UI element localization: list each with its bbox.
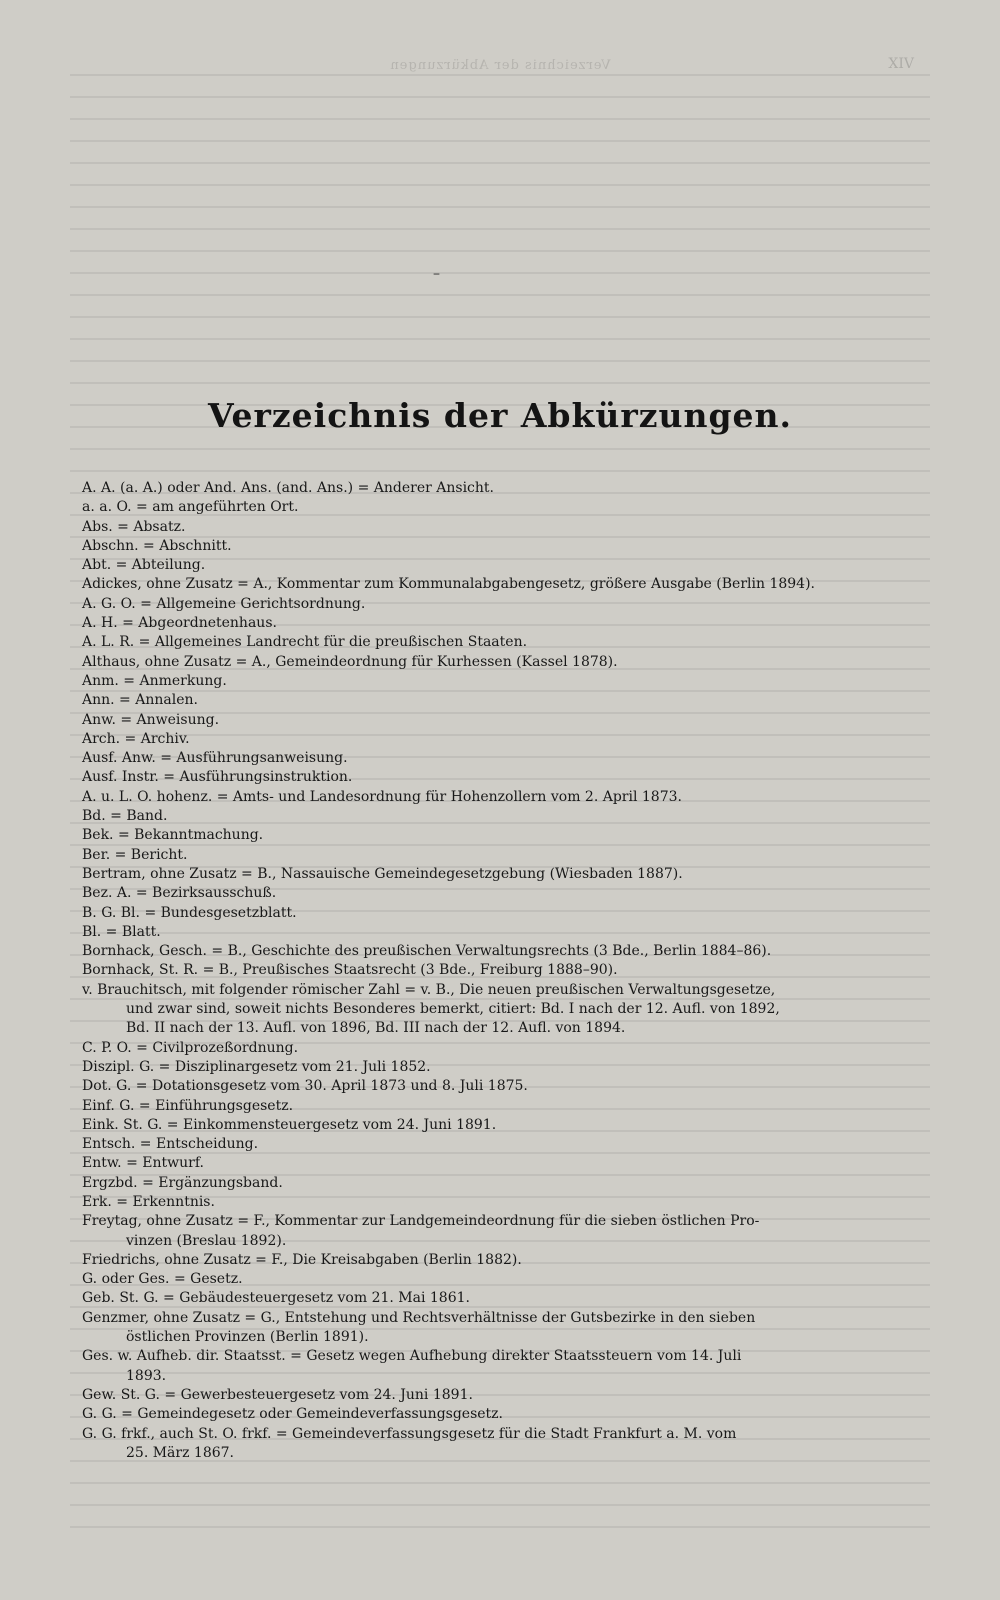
entry-text: Bornhack, St. R. = B., Preußisches Staatsrecht (3 Bde., Freiburg 1888–90). [82, 962, 618, 979]
abbreviation-entry [82, 961, 928, 980]
entry-text: Einf. G. = Einführungsgesetz. [82, 1097, 294, 1114]
abbreviation-entry [82, 788, 928, 807]
entry-text: G. oder Ges. = Gesetz. [82, 1271, 243, 1288]
abbreviation-entry [82, 1116, 928, 1135]
entry-text: Freytag, ohne Zusatz = F., Kommentar zur Landgemeindeordnung für die sieben östlichen Pro- [82, 1213, 760, 1230]
entry-text: Ges. w. Aufheb. dir. Staatsst. = Gesetz wegen Aufhebung direkter Staatssteuern vom 14. Juli [82, 1348, 742, 1365]
entry-text: Ber. = Bericht. [82, 846, 188, 863]
entry-text: A. u. L. O. hohenz. = Amts- und Landesordnung für Hohenzollern vom 2. April 1873. [82, 788, 682, 805]
entry-text: Ann. = Annalen. [82, 692, 198, 709]
abbreviation-entry [82, 1058, 928, 1077]
entry-text: C. P. O. = Civilprozeßordnung. [82, 1039, 299, 1056]
abbreviation-entry [82, 1405, 928, 1424]
entry-continuation: 1893. [126, 1367, 167, 1384]
abbreviation-entry [82, 1193, 928, 1212]
entry-text: Anw. = Anweisung. [82, 711, 220, 728]
entry-continuation: vinzen (Breslau 1892). [126, 1232, 287, 1249]
abbreviation-entry [82, 633, 928, 652]
entry-text: Abschn. = Abschnitt. [82, 537, 232, 554]
entry-text: Entw. = Entwurf. [82, 1155, 204, 1172]
entry-text: A. L. R. = Allgemeines Landrecht für die preußischen Staaten. [82, 634, 528, 651]
abbreviation-entry [82, 614, 928, 633]
abbreviation-entry [82, 1154, 928, 1173]
entry-text: Bek. = Bekanntmachung. [82, 827, 264, 844]
abbreviation-entry [82, 846, 928, 865]
abbreviation-list [82, 479, 928, 1463]
entry-text: Anm. = Anmerkung. [82, 672, 227, 689]
entry-text: a. a. O. = am angeführten Ort. [82, 499, 299, 516]
abbreviation-entry [82, 1077, 928, 1096]
entry-text: Bez. A. = Bezirksausschuß. [82, 885, 277, 902]
abbreviation-entry [82, 923, 928, 942]
entry-continuation: 25. März 1867. [126, 1444, 234, 1461]
entry-text: G. G. frkf., auch St. O. frkf. = Gemeindeverfassungsgesetz für die Stadt Frankfurt a. M. vom [82, 1425, 737, 1442]
abbreviation-entry [82, 807, 928, 826]
abbreviation-entry [82, 730, 928, 749]
abbreviation-entry [82, 1347, 928, 1386]
abbreviation-entry [82, 1135, 928, 1154]
abbreviation-entry [82, 498, 928, 517]
abbreviation-entry [82, 1425, 928, 1464]
abbreviation-entry [82, 981, 928, 1039]
entry-text: Ergzbd. = Ergänzungsband. [82, 1174, 283, 1191]
entry-text: Dot. G. = Dotationsgesetz vom 30. April 1873 und 8. Juli 1875. [82, 1078, 528, 1095]
entry-text: Diszipl. G. = Disziplinargesetz vom 21. Juli 1852. [82, 1058, 431, 1075]
entry-text: Bornhack, Gesch. = B., Geschichte des preußischen Verwaltungsrechts (3 Bde., Berlin 1884–86). [82, 943, 772, 960]
abbreviation-entry [82, 595, 928, 614]
entry-text: Bl. = Blatt. [82, 923, 161, 940]
entry-continuation: Bd. II nach der 13. Aufl. von 1896, Bd. III nach der 12. Aufl. von 1894. [126, 1020, 626, 1037]
abbreviation-entry [82, 575, 928, 594]
entry-continuation: östlichen Provinzen (Berlin 1891). [126, 1329, 369, 1346]
entry-text: Friedrichs, ohne Zusatz = F., Die Kreisabgaben (Berlin 1882). [82, 1251, 522, 1268]
bleed-through-running-head: Verzeichnis der Abkürzungen [389, 58, 611, 73]
abbreviation-entry [82, 711, 928, 730]
abbreviation-entry [82, 1309, 928, 1348]
entry-text: A. G. O. = Allgemeine Gerichtsordnung. [82, 595, 366, 612]
abbreviation-entry [82, 672, 928, 691]
entry-text: Genzmer, ohne Zusatz = G., Entstehung und Rechtsverhältnisse der Gutsbezirke in den sieben [82, 1309, 756, 1326]
abbreviation-entry [82, 1289, 928, 1308]
entry-text: Ausf. Instr. = Ausführungsinstruktion. [82, 769, 353, 786]
abbreviation-entry [82, 1174, 928, 1193]
entry-text: A. H. = Abgeordnetenhaus. [82, 615, 277, 632]
separator-dash: – [433, 266, 440, 282]
entry-text: G. G. = Gemeindegesetz oder Gemeindeverfassungsgesetz. [82, 1406, 504, 1423]
abbreviation-entry [82, 942, 928, 961]
abbreviation-entry [82, 1039, 928, 1058]
abbreviation-entry [82, 1251, 928, 1270]
entry-text: Abs. = Absatz. [82, 518, 186, 535]
entry-text: Ausf. Anw. = Ausführungsanweisung. [82, 750, 348, 767]
entry-text: A. A. (a. A.) oder And. Ans. (and. Ans.) = Anderer Ansicht. [82, 480, 494, 496]
abbreviation-entry [82, 1097, 928, 1116]
page-title: Verzeichnis der Abkürzungen. [207, 396, 793, 435]
abbreviation-entry [82, 904, 928, 923]
abbreviation-entry [82, 479, 928, 498]
entry-text: Eink. St. G. = Einkommensteuergesetz vom 24. Juni 1891. [82, 1116, 497, 1133]
entry-text: v. Brauchitsch, mit folgender römischer Zahl = v. B., Die neuen preußischen Verwaltungsgesetze, [82, 981, 776, 998]
abbreviation-entry [82, 1270, 928, 1289]
entry-text: Entsch. = Entscheidung. [82, 1136, 259, 1153]
abbreviation-entry [82, 691, 928, 710]
entry-text: Bd. = Band. [82, 808, 168, 825]
abbreviation-entry [82, 1212, 928, 1251]
entry-text: Arch. = Archiv. [82, 730, 190, 747]
abbreviation-entry [82, 1386, 928, 1405]
entry-text: Gew. St. G. = Gewerbesteuergesetz vom 24. Juni 1891. [82, 1386, 473, 1403]
abbreviation-entry [82, 537, 928, 556]
entry-text: Abt. = Abteilung. [82, 557, 206, 574]
abbreviation-entry [82, 518, 928, 537]
abbreviation-entry [82, 768, 928, 787]
abbreviation-entry [82, 826, 928, 845]
abbreviation-entry [82, 884, 928, 903]
entry-text: Adickes, ohne Zusatz = A., Kommentar zum Kommunalabgabengesetz, größere Ausgabe (Berlin 1894). [82, 576, 815, 593]
abbreviation-entry [82, 865, 928, 884]
entry-text: Althaus, ohne Zusatz = A., Gemeindeordnung für Kurhessen (Kassel 1878). [82, 653, 618, 670]
entry-text: Bertram, ohne Zusatz = B., Nassauische Gemeindegesetzgebung (Wiesbaden 1887). [82, 865, 683, 882]
entry-text: Erk. = Erkenntnis. [82, 1193, 215, 1210]
abbreviation-entry [82, 653, 928, 672]
abbreviation-entry [82, 556, 928, 575]
abbreviation-entry [82, 749, 928, 768]
entry-continuation: und zwar sind, soweit nichts Besonderes bemerkt, citiert: Bd. I nach der 12. Aufl. von 1892, [126, 1001, 780, 1018]
entry-text: B. G. Bl. = Bundesgesetzblatt. [82, 904, 297, 921]
bleed-through-page-number: XIV [888, 56, 914, 72]
entry-text: Geb. St. G. = Gebäudesteuergesetz vom 21. Mai 1861. [82, 1290, 470, 1307]
